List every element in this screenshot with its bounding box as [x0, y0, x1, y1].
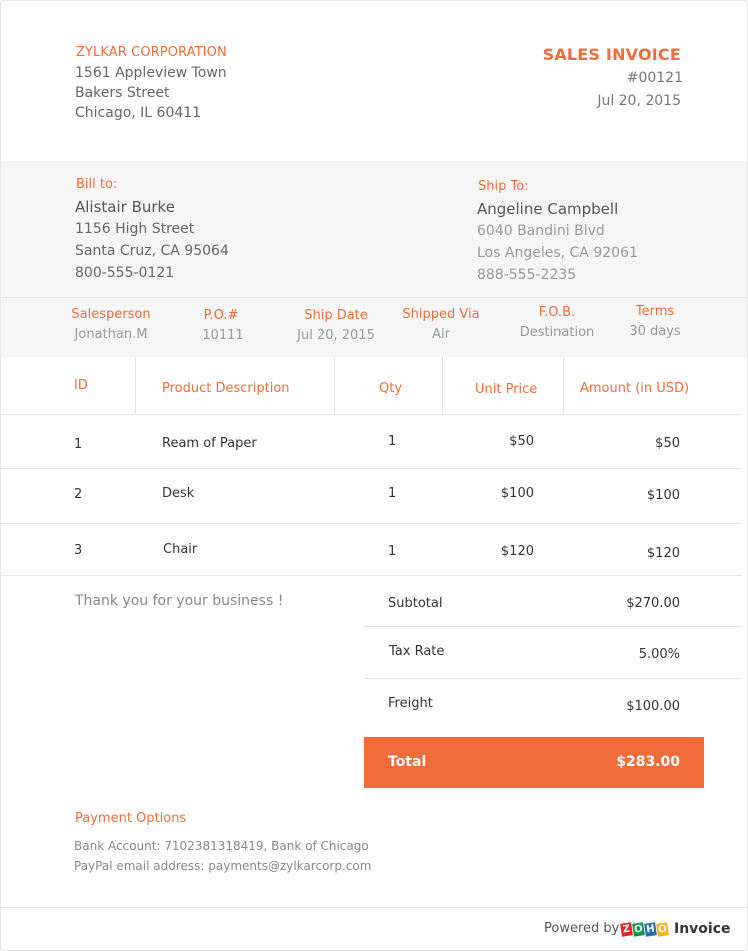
row-3-unit-price: $120	[500, 544, 534, 559]
bill-to-line-3: 800-555-0121	[75, 265, 175, 281]
paypal-line: PayPal email address: payments@zylkarcorp.com	[74, 859, 372, 873]
row-1-qty: 1	[388, 434, 397, 449]
tax-rate-label: Tax Rate	[389, 644, 445, 659]
column-header-amount: Amount (in USD)	[580, 381, 690, 396]
meta-label-terms: Terms	[635, 304, 675, 319]
column-header-qty: Qty	[379, 381, 403, 396]
thank-you-note: Thank you for your business !	[75, 593, 284, 609]
row-2-unit-price: $100	[500, 486, 534, 501]
invoice-title: SALES INVOICE	[542, 45, 681, 64]
logo-letter-o2: O	[657, 922, 668, 936]
row-1-rule	[1, 468, 742, 469]
header-divider-3	[442, 357, 443, 415]
row-2-id: 2	[74, 487, 83, 502]
ship-to-line-1: 6040 Bandini Blvd	[477, 223, 605, 239]
table-bottom-rule	[1, 575, 742, 576]
invoice-date: Jul 20, 2015	[597, 93, 681, 109]
row-3-qty: 1	[388, 544, 397, 559]
logo-letter-o1: O	[633, 922, 644, 936]
header-divider-2	[334, 357, 335, 415]
row-1-description: Ream of Paper	[162, 436, 257, 451]
meta-value-terms: 30 days	[629, 324, 681, 339]
row-1-amount: $50	[655, 436, 680, 451]
bill-to-label: Bill to:	[76, 177, 118, 192]
footer-divider	[1, 907, 747, 908]
company-address-line-1: 1561 Appleview Town	[75, 65, 227, 81]
company-address-line-3: Chicago, IL 60411	[75, 105, 202, 121]
header-divider-4	[563, 357, 564, 415]
tax-rate-value: 5.00%	[638, 647, 680, 662]
table-header-rule	[1, 414, 742, 415]
meta-value-salesperson: Jonathan.M	[74, 327, 148, 342]
row-3-description: Chair	[163, 542, 198, 557]
powered-by-text: Powered by	[544, 921, 620, 936]
row-3-amount: $120	[646, 546, 680, 561]
meta-value-po: 10111	[202, 328, 244, 343]
header-divider-1	[135, 357, 136, 415]
bill-to-name: Alistair Burke	[75, 198, 175, 216]
meta-label-salesperson: Salesperson	[71, 307, 151, 322]
ship-to-line-3: 888-555-2235	[477, 267, 577, 283]
subtotal-value: $270.00	[626, 596, 680, 611]
meta-label-po: P.O.#	[203, 308, 239, 323]
row-2-qty: 1	[388, 486, 397, 501]
column-header-description: Product Description	[162, 381, 290, 396]
row-3-id: 3	[74, 543, 83, 558]
bill-to-line-1: 1156 High Street	[75, 221, 195, 237]
meta-label-fob: F.O.B.	[538, 305, 576, 320]
bill-to-line-2: Santa Cruz, CA 95064	[75, 243, 229, 259]
row-2-rule	[1, 523, 742, 524]
meta-value-fob: Destination	[519, 325, 595, 340]
freight-value: $100.00	[626, 699, 680, 714]
company-address-line-2: Bakers Street	[75, 85, 170, 101]
bank-account-line: Bank Account: 7102381318419, Bank of Chicago	[74, 839, 369, 853]
total-label: Total	[388, 754, 427, 770]
meta-label-ship-date: Ship Date	[304, 308, 368, 323]
logo-letter-h: H	[645, 922, 656, 936]
ship-to-label: Ship To:	[478, 179, 529, 194]
row-2-amount: $100	[646, 488, 680, 503]
logo-letter-z: Z	[622, 923, 631, 935]
ship-to-name: Angeline Campbell	[477, 200, 619, 218]
ship-to-line-2: Los Angeles, CA 92061	[477, 245, 638, 261]
total-bar	[364, 737, 704, 788]
freight-label: Freight	[388, 696, 433, 711]
row-2-description: Desk	[162, 486, 195, 501]
column-header-unit-price: Unit Price	[475, 382, 538, 397]
meta-value-shipped-via: Air	[432, 327, 450, 342]
row-1-unit-price: $50	[509, 434, 534, 449]
band-divider	[1, 297, 747, 298]
subtotal-rule	[364, 626, 742, 627]
tax-rule	[364, 678, 742, 679]
column-header-id: ID	[74, 378, 88, 393]
zoho-invoice-logo[interactable]	[621, 920, 731, 938]
total-value: $283.00	[616, 754, 680, 770]
row-1-id: 1	[74, 437, 83, 452]
meta-label-shipped-via: Shipped Via	[402, 307, 480, 322]
logo-word: Invoice	[674, 921, 731, 937]
invoice-number: #00121	[626, 70, 683, 86]
company-name: ZYLKAR CORPORATION	[76, 45, 227, 60]
meta-value-ship-date: Jul 20, 2015	[297, 328, 375, 343]
payment-options-title: Payment Options	[75, 811, 187, 826]
subtotal-label: Subtotal	[388, 596, 443, 611]
